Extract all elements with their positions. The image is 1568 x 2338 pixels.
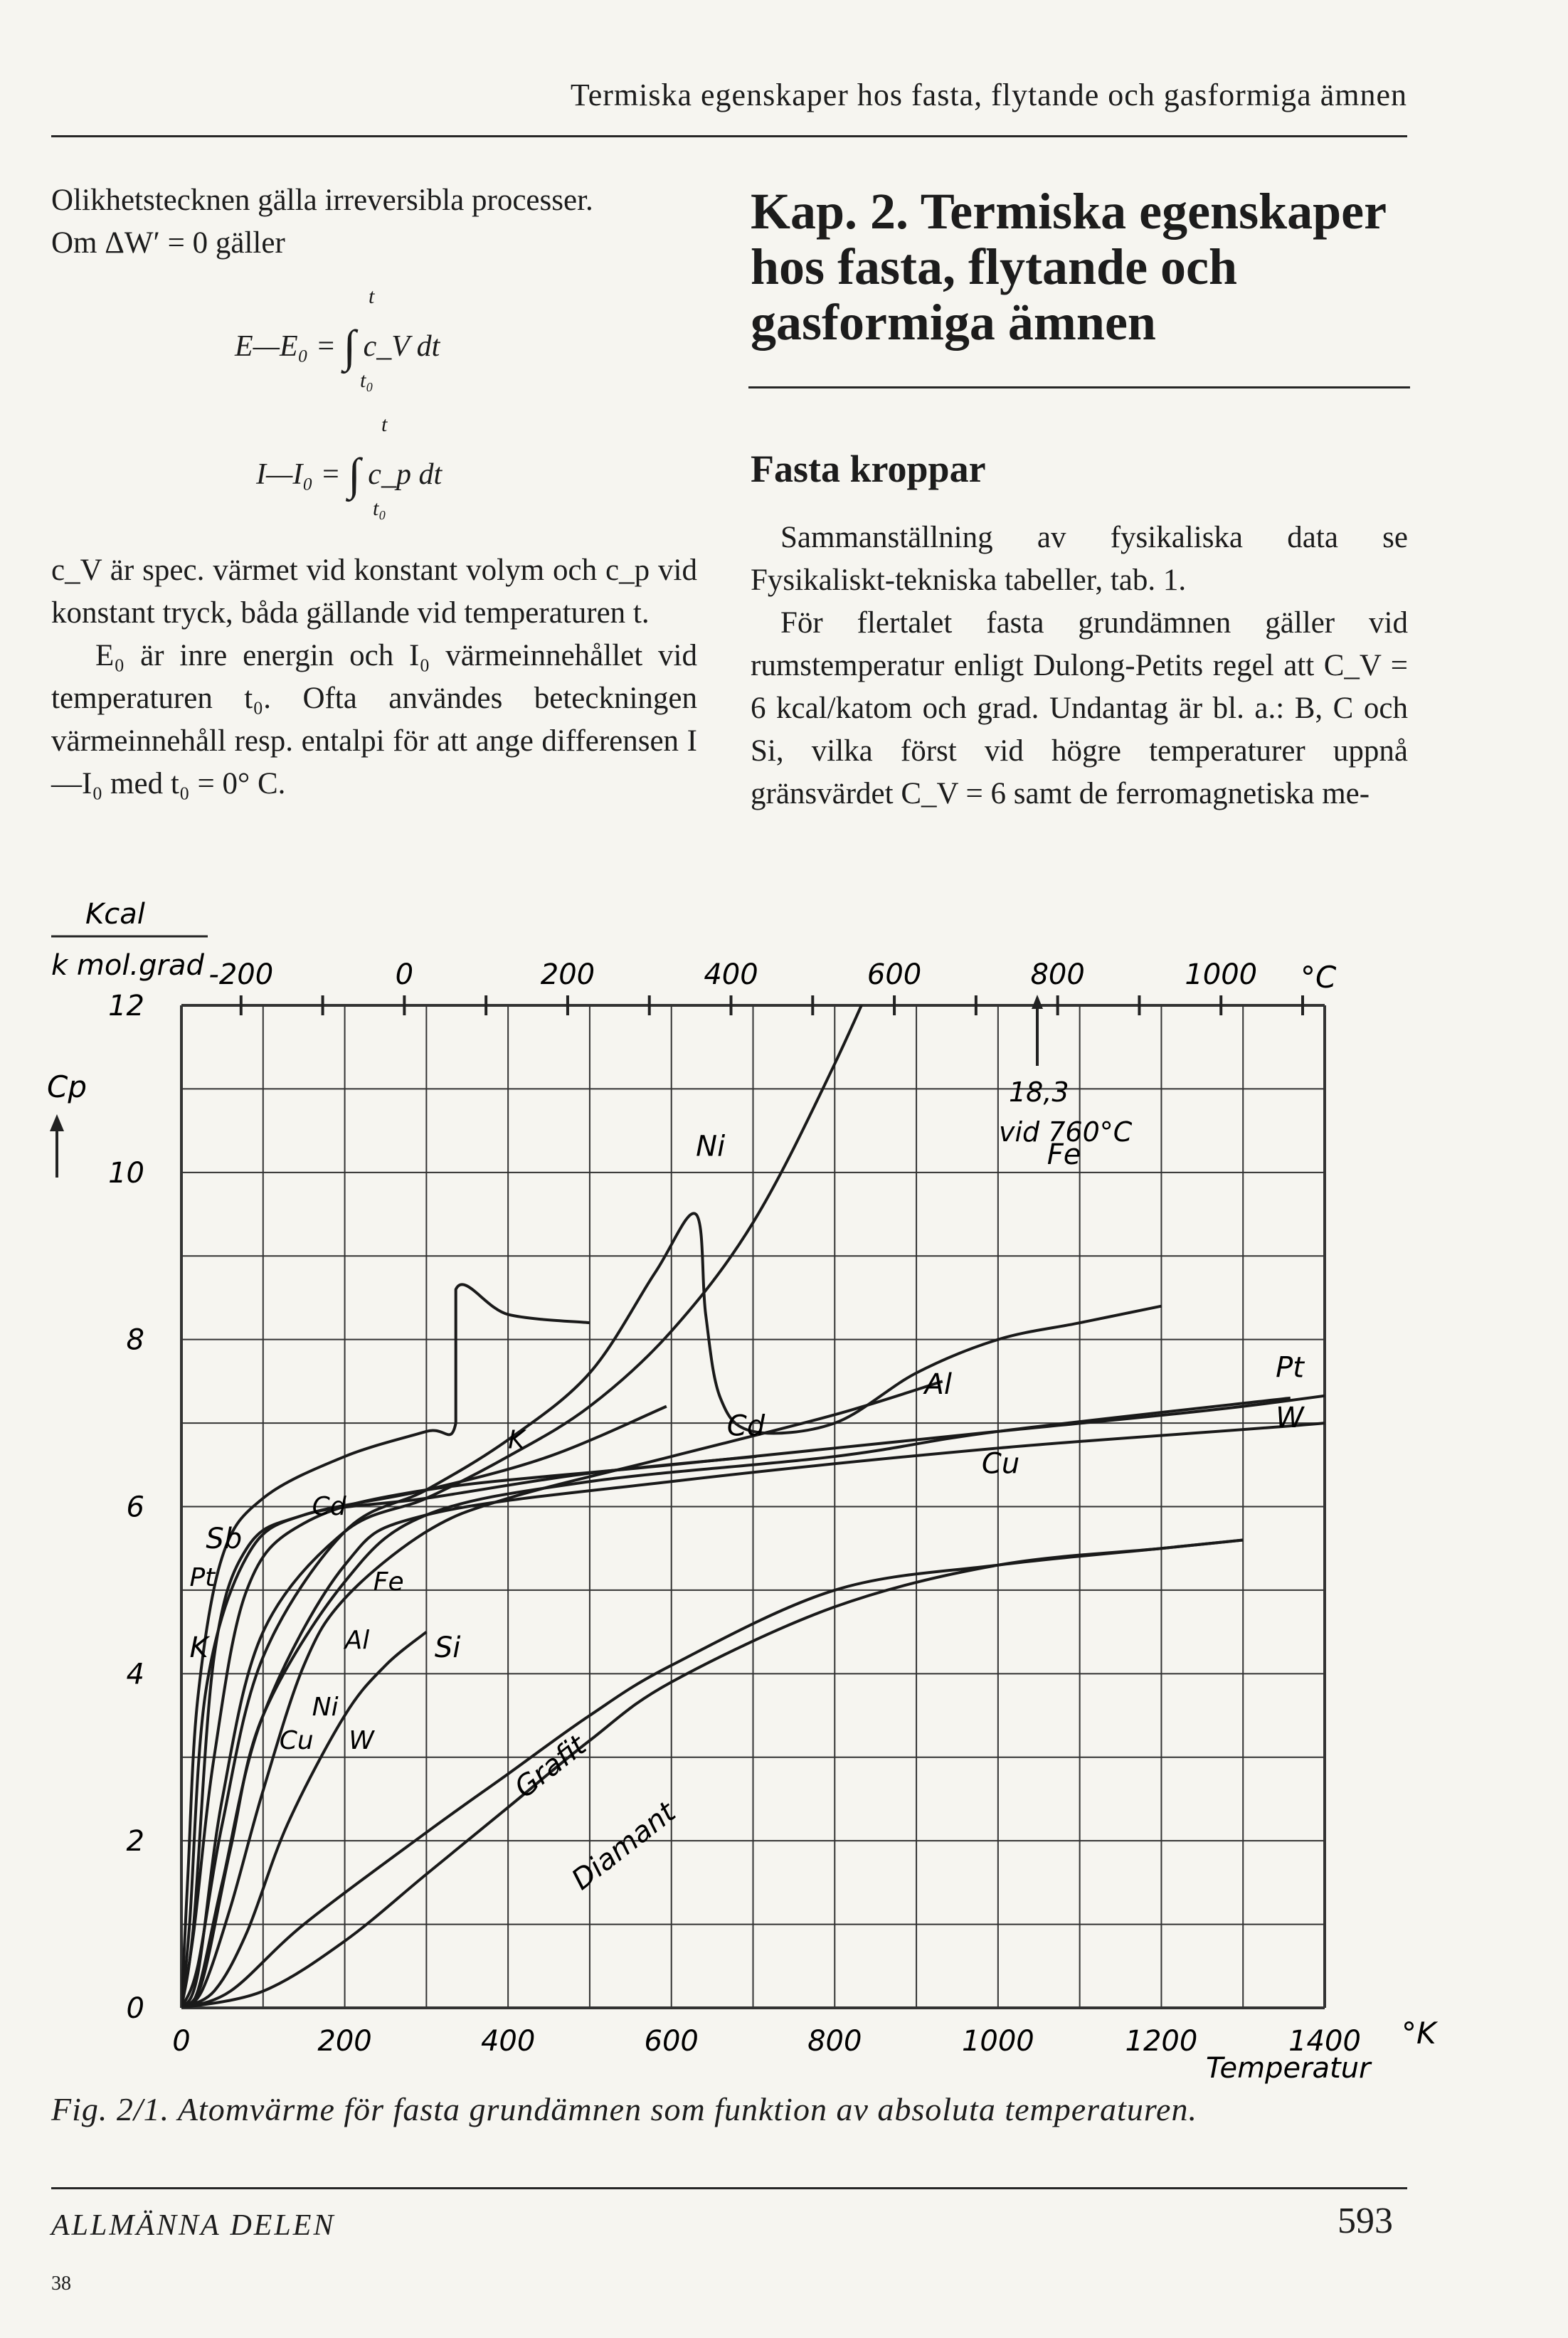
series-label-pt-low: Pt [189, 1563, 216, 1593]
series-label-si: Si [434, 1631, 461, 1664]
chapter-title: Kap. 2. Termiska egenskaper hos fasta, flytande och gasformiga ämnen [751, 183, 1386, 351]
y-tick-labels [108, 990, 144, 2025]
celsius-tick-label: 1000 [1185, 958, 1258, 991]
x-axis-title: Temperatur [1206, 2052, 1371, 2085]
series-label-cu-low: Cu [279, 1726, 314, 1756]
para3: E₀ är inre energin och I₀ värmeinnehållet vid temperaturen t₀. Ofta användes beteckningen värmeinnehåll resp. entalpi för att ange differensen I—I₀ med t₀ = 0° C. [51, 639, 697, 800]
eq1-lhs: E—E₀ = [235, 330, 337, 363]
series-label-fe-low: Fe [373, 1567, 404, 1597]
eq2-lower-limit: t₀ [373, 497, 386, 520]
curve-diamant [181, 1540, 1243, 2008]
y-tick-label: 2 [126, 1825, 144, 1858]
eq1-lower-limit: t₀ [360, 369, 374, 392]
eq2-lhs: I—I₀ = [256, 458, 341, 491]
eq2-integrand: c_p dt [368, 458, 443, 491]
unit-label [51, 898, 208, 982]
celsius-tick-label: -200 [208, 958, 274, 991]
y-tick-label: 6 [126, 1491, 144, 1524]
curve-w [181, 1398, 1568, 2008]
x-tick-label: 800 [807, 2025, 862, 2058]
x-tick-label: 1000 [961, 2025, 1034, 2058]
section-title: Fasta kroppar [751, 448, 986, 490]
x-tick-labels [172, 2025, 1361, 2058]
series-label-al-low: Al [344, 1626, 370, 1656]
eq1-integrand: c_V dt [363, 330, 440, 363]
x-tick-label: 400 [480, 2025, 536, 2058]
x-tick-label: 200 [317, 2025, 372, 2058]
sheet-number: 38 [51, 2273, 71, 2295]
x-tick-label: 1200 [1125, 2025, 1198, 2058]
y-tick-label: 10 [108, 1156, 144, 1190]
eq2-upper-limit: t [381, 413, 388, 436]
integral-sign: ∫ [343, 321, 356, 371]
series-label-grafit: Grafit [508, 1729, 593, 1805]
series-label-k-low: K [508, 1425, 525, 1455]
right-para1: Sammanställning av fysikaliska data se Fysikaliskt-tekniska tabeller, tab. 1. [751, 521, 1408, 597]
page-number: 593 [1337, 2201, 1393, 2241]
footer-section-name: ALLMÄNNA DELEN [51, 2209, 336, 2242]
curve-grafit [181, 1540, 1243, 2008]
top-celsius-tick-labels [208, 958, 1257, 991]
y-tick-label: 8 [126, 1323, 144, 1357]
series-label-ni-low: Ni [312, 1693, 339, 1723]
annotation-condition: vid 760°C [999, 1116, 1133, 1148]
x-tick-label: 1400 [1288, 2025, 1361, 2058]
y-tick-label: 0 [126, 1992, 144, 2025]
curve-cu [181, 1398, 1291, 2008]
right-para2: För flertalet fasta grundämnen gäller vid rumstemperatur enligt Dulong-Petits regel att C_V = 6 kcal/katom och grad. Undantag är bl. a.: B, C och Si, vilka först vid högre temperaturer uppnå gränsvärdet C_V = 6 samt de ferromagnetiska me- [751, 606, 1408, 810]
series-label-w: W [1276, 1401, 1304, 1434]
celsius-tick-label: 400 [704, 958, 758, 991]
y-arrow-head [50, 1114, 64, 1131]
annotation-arrow-head [1032, 995, 1043, 1009]
series-label-ni: Ni [696, 1130, 726, 1163]
celsius-tick-label: 800 [1030, 958, 1085, 991]
celsius-tick-label: 200 [540, 958, 595, 991]
top-axis-unit: °C [1301, 960, 1337, 995]
series-label-pt: Pt [1276, 1351, 1304, 1385]
x-axis-unit: °K [1402, 2016, 1436, 2051]
integral-sign: ∫ [348, 449, 361, 499]
curve-sb [181, 1456, 756, 2008]
y-tick-label: 12 [108, 990, 144, 1022]
series-labels [189, 1130, 1305, 1896]
chart-curves [181, 880, 1568, 2008]
series-label-diamant: Diamant [566, 1796, 682, 1897]
series-label-al: Al [924, 1368, 953, 1401]
footer-rule [51, 2187, 1407, 2189]
eq1-upper-limit: t [369, 285, 375, 308]
x-tick-label: 600 [644, 2025, 699, 2058]
series-label-cd-low: Cd [312, 1492, 346, 1522]
series-label-fe: Fe [1047, 1138, 1081, 1172]
celsius-tick-label: 600 [867, 958, 922, 991]
series-label-w-low: W [349, 1726, 374, 1756]
running-title: Termiska egenskaper hos fasta, flytande och gasformiga ämnen [570, 78, 1407, 112]
series-label-cu: Cu [981, 1447, 1020, 1481]
y-tick-label: 4 [126, 1658, 144, 1691]
series-label-k: K [189, 1631, 208, 1664]
chart-grid [181, 995, 1325, 2008]
series-label-cd: Cd [726, 1409, 766, 1443]
figure-caption: Fig. 2/1. Atomvärme för fasta grundämnen som funktion av absoluta temperaturen. [51, 2091, 1197, 2127]
curve-fe [181, 880, 916, 2008]
unit-denominator: k mol.grad [51, 949, 204, 982]
annotation-value: 18,3 [1009, 1077, 1069, 1108]
para1-line2: Om ΔW′ = 0 gäller [51, 226, 285, 260]
unit-numerator: Kcal [85, 898, 145, 931]
curve-k [181, 1284, 590, 2008]
para1-line1: Olikhetstecknen gälla irreversibla processer. [51, 184, 593, 217]
x-tick-label: 0 [172, 2025, 191, 2058]
y-symbol: Cp [47, 1069, 87, 1104]
para2: c_V är spec. värmet vid konstant volym och c_p vid konstant tryck, båda gällande vid temperaturen t. [51, 554, 697, 630]
series-label-sb: Sb [206, 1523, 243, 1556]
fe-annotation [999, 995, 1133, 1148]
celsius-tick-label: 0 [395, 958, 414, 991]
